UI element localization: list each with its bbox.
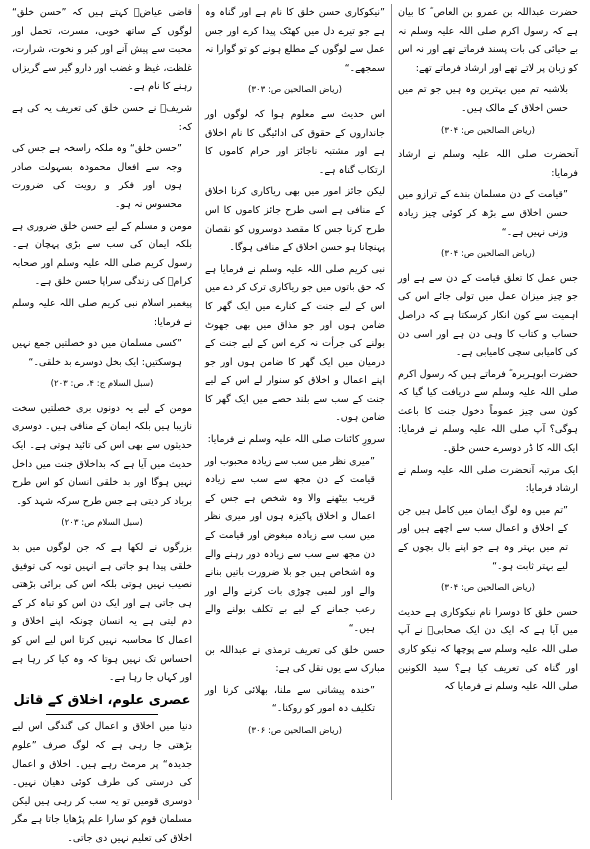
quotation: ”تم میں وہ لوگ ایمان میں کامل ہیں جن کے اخلاق و اعمال سب سے اچھے ہیں اور تم میں بہتر وہ ہے جو اپنے بال بچوں کے لیے بہتر ثابت ہو۔“ xyxy=(398,504,568,572)
paragraph: لیکن جائز امور میں بھی ریاکاری کرنا اخلاق کے منافی ہے اسی طرح جائز کاموں کا اس طرح کرنا جس کا مقصد دوسروں کو نقصان پہنچانا ہو حسن اخلاق کے منافی ہوگا۔ xyxy=(205,186,385,254)
paragraph: ”نیکوکاری حسن خلق کا نام ہے اور گناہ وہ ہے جو تیرے دل میں کھٹک پیدا کرے اور جس عمل سے لوگوں کے مطلع ہونے کو تو گوارا نہ سمجھے۔“ xyxy=(205,7,385,74)
paragraph: بزرگوں نے لکھا ہے کہ جن لوگوں میں بد خلقی پیدا ہو جاتی ہے انہیں توبہ کی توفیق نصیب نہیں ہوتی بلکہ اس کی برائی بڑھتی ہی جاتی ہے اور ایک دن اس کو تباہ کر کے دم لیتی ہے یہ انسان چونکہ اپنے اخلاق و اعمال کا محاسبہ نہیں کرتا اس لیے اس کو احساس تک نہیں ہوتا کہ وہ کیا کر رہا ہے اور کہاں جا رہا ہے۔ xyxy=(12,542,192,684)
heading-underline xyxy=(46,714,158,715)
paragraph: شریفؒ نے حسن خلق کی تعریف یہ کی ہے کہ: xyxy=(12,102,192,133)
quotation: ”خندہ پیشانی سے ملنا، بھلائی کرنا اور تکلیف دہ امور کو روکنا۔“ xyxy=(205,684,375,715)
quotation: بلاشبہ تم میں بہترین وہ ہیں جو تم میں حسن اخلاق کے مالک ہیں۔ xyxy=(398,84,568,114)
paragraph: قاضی عیاضؒ کہتے ہیں کہ ”حسن خلق“ لوگوں کے ساتھ خوبی، مسرت، تحمل اور محبت سے پیش آنے اور کبر و نخوت، شرارت، غلظت، غیظ و غضب اور دارو گیر سے گریزاں رہنے کا نام ہے۔ xyxy=(12,7,192,93)
paragraph: نبی کریم صلی اللہ علیہ وسلم نے فرمایا ہے کہ حق باتوں میں جو ریاکاری ترک کر دے میں اس کے لیے جنت کے کنارے میں ایک گھر کا ضامن ہوں اور جو مذاق میں بھی جھوٹ بولنے کی جرأت نہ کرے اس کے لیے جنت کے درمیان میں ایک گھر کا ضامن ہوں اور جو اپنے اعمال و اخلاق کو سنوار لے اس کے لیے جنت کے سب سے بلند حصے میں ایک گھر کا ضامن ہوں۔ xyxy=(205,263,385,424)
quotation: ”قیامت کے دن مسلمان بندے کے ترازو میں حسن اخلاق سے بڑھ کر کوئی چیز زیادہ وزنی نہیں ہے۔“ xyxy=(398,189,568,238)
citation-reference: (ریاض الصالحین ص: ۳۰۳) xyxy=(248,85,342,96)
paragraph: مومن و مسلم کے لیے حسن خلق ضروری ہے بلکہ ایمان کی سب سے بڑی پہچان ہے۔ رسول کریم صلی اللہ علیہ وسلم اور صحابہ کرامؓ کی زندگی سراپا حسن خلق ہے۔ xyxy=(12,220,192,288)
citation-reference: (ریاض الصالحین ص: ۳۰۴) xyxy=(441,125,535,136)
citation-reference: (ریاض الصالحین ص: ۳۰۴) xyxy=(441,583,535,594)
paragraph: دنیا میں اخلاق و اعمال کی گندگی اس لیے بڑھتی جا رہی ہے کہ لوگ صرف ”علوم جدیدہ“ پر مرمٹ رہے ہیں۔ اخلاق و اعمال کی درستی کی طرف کوئی دھیان نہیں۔ دوسری قومیں تو یہ سب کر رہی ہیں لیکن مسلمان قوم کو سارا علم پڑھایا جاتا ہے مگر اخلاق کی تعلیم نہیں دی جاتی۔ xyxy=(12,721,192,844)
section-heading: عصری علوم، اخلاق کے قاتل xyxy=(13,692,191,708)
paragraph: مومن کے لیے یہ دونوں بری خصلتیں سخت نازیبا ہیں بلکہ ایمان کے منافی ہیں۔ دوسری حدیثوں سے بھی اس کی تائید ہوتی ہے۔ ایک حدیث میں آیا ہے کہ بداخلاق جنت میں داخل نہیں ہوگا اور بد خلقی انسان کو اس طرح برباد کر دیتی ہے جس طرح سرکہ شہد کو۔ xyxy=(12,402,192,507)
column-right xyxy=(392,4,584,800)
citation-reference: (سبل السلام ص: ۲۰۳) xyxy=(61,518,143,529)
column-middle xyxy=(199,4,392,800)
paragraph: حسن خلق کا دوسرا نام نیکوکاری ہے حدیث میں آیا ہے کہ ایک دن ایک صحابیؓ نے آپ صلی اللہ علیہ وسلم سے پوچھا کہ نیکو کاری اور گناہ کی تعریف کیا ہے؟ سید الکونین صلی اللہ علیہ وسلم نے فرمایا کہ xyxy=(398,606,578,693)
paragraph: اس حدیث سے معلوم ہوا کہ لوگوں اور جانداروں کے حقوق کی ادائیگی کا نام اخلاق ہے اور مشتبہ ناجائز اور حرام کاموں کا ارتکاب گناہ ہے۔ xyxy=(205,108,385,176)
paragraph: جس عمل کا تعلق قیامت کے دن سے ہے اور جو چیز میزان عمل میں تولی جائے اس کی اہمیت سے کون انکار کرسکتا ہے کہ دراصل حساب و کتاب کا وہی دن ہے اور اسی دن کی کامیابی سچی کامیابی ہے۔ xyxy=(398,272,578,359)
paragraph: حضرت عبداللہ بن عمرو بن العاص ؓ کا بیان ہے کہ رسول اکرم صلی اللہ علیہ وسلم نہ بے حیائی کی بات پسند فرماتے تھے اور نہ اس کو زبان پر لاتے تھے اور ارشاد فرماتے تھے: xyxy=(398,7,578,74)
paragraph: ایک مرتبہ آنحضرت صلی اللہ علیہ وسلم نے ارشاد فرمایا: xyxy=(398,464,578,495)
paragraph: حسن خلق کی تعریف ترمذی نے عبداللہ بن مبارک سے یوں نقل کی ہے: xyxy=(205,644,385,675)
paragraph: آنحضرت صلی اللہ علیہ وسلم نے ارشاد فرمایا: xyxy=(398,149,578,179)
quotation: ”حسن خلق“ وہ ملکہ راسخہ ہے جس کی وجہ سے افعال محمودہ بسہولت صادر ہوں اور فکر و رویت کی ضرورت محسوس نہ ہو۔ xyxy=(12,143,182,210)
citation-reference: (سبل السلام ج: ۴، ص: ۲۰۳) xyxy=(50,379,154,390)
citation-reference: (ریاض الصالحین ص: ۳۰۶) xyxy=(248,725,342,736)
quotation: ”میری نظر میں سب سے زیادہ محبوب اور قیامت کے دن مجھ سے سب سے زیادہ قریب بیٹھنے والا وہ شخص ہے جس کے اعمال و اخلاق پاکیزہ ہوں اور میری نظر میں سب سے زیادہ مبغوض اور قیامت کے دن مجھ سے سب سے زیادہ دور رہنے والے وہ اشخاص ہیں جو بلا ضرورت باتیں بنانے والے اور لمبی چوڑی بات کرنے والے اور رعب جمانے کے لیے بے تکلف بولنے والے ہیں۔“ xyxy=(205,455,375,634)
citation-reference: (ریاض الصالحین ص: ۳۰۴) xyxy=(441,249,535,260)
paragraph: پیغمبر اسلام نبی کریم صلی اللہ علیہ وسلم نے فرمایا: xyxy=(12,297,192,328)
paragraph: حضرت ابوہریرہ ؓ فرماتے ہیں کہ رسول اکرم صلی اللہ علیہ وسلم سے دریافت کیا گیا کہ کون سی چیز عموماً دخول جنت کا باعث ہوگی؟ آپ صلی اللہ علیہ وسلم نے فرمایا: ایک اللہ کا ڈر دوسرے حسن خلق۔ xyxy=(398,368,578,455)
quotation: ”کسی مسلمان میں دو خصلتیں جمع نہیں ہوسکتیں: ایک بخل دوسرے بد خلقی۔“ xyxy=(12,338,182,368)
paragraph: سرورِ کائنات صلی اللہ علیہ وسلم نے فرمایا: xyxy=(207,434,385,446)
page xyxy=(6,4,584,844)
column-left xyxy=(6,4,199,844)
